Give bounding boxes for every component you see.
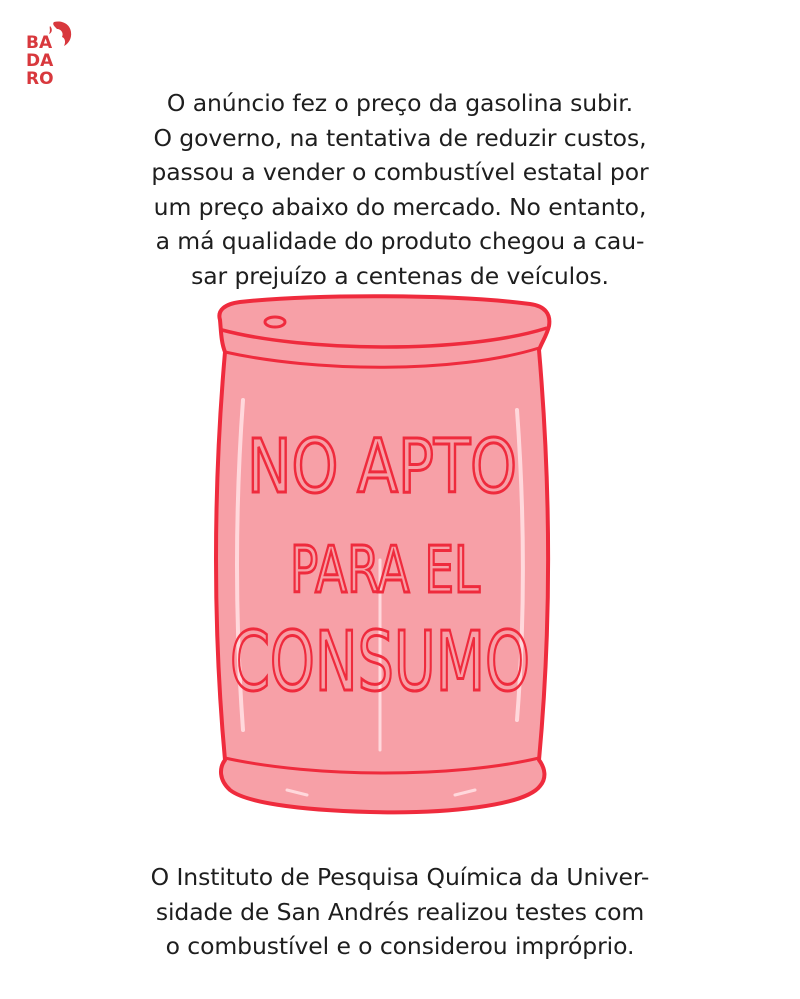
logo-text-line-2: DA — [26, 51, 54, 71]
badaro-logo — [24, 20, 74, 90]
caption-bottom-line: sidade de San Andrés realizou testes com — [155, 897, 645, 926]
caption-top-line: O anúncio fez o preço da gasolina subir. — [166, 89, 634, 117]
caption-bottom-line: O Instituto de Pesquisa Química da Univer- — [150, 863, 650, 891]
caption-top — [60, 86, 740, 293]
caption-top-line: um preço abaixo do mercado. No entanto, — [153, 192, 647, 221]
caption-bottom-line: o combustível e o considerou impróprio. — [165, 932, 635, 960]
caption-top-line: sar prejuízo a centenas de veículos. — [191, 261, 609, 290]
caption-top-line: passou a vender o combustível estatal por — [151, 158, 649, 186]
caption-top-line: O governo, na tentativa de reduzir custos, — [153, 123, 647, 152]
logo-text-line-3: RO — [26, 69, 54, 89]
fuel-barrel-illustration — [195, 290, 570, 820]
caption-bottom — [60, 860, 740, 964]
barrel-label-line-2: PARA EL — [290, 534, 481, 608]
logo-text-line-1: BA — [26, 33, 53, 53]
caption-top-line: a má qualidade do produto chegou a cau- — [155, 227, 645, 255]
barrel-label-line-1: NO APTO — [247, 424, 517, 510]
barrel-label-line-3: CONSUMO — [230, 615, 530, 710]
lion-head-icon — [49, 21, 71, 46]
